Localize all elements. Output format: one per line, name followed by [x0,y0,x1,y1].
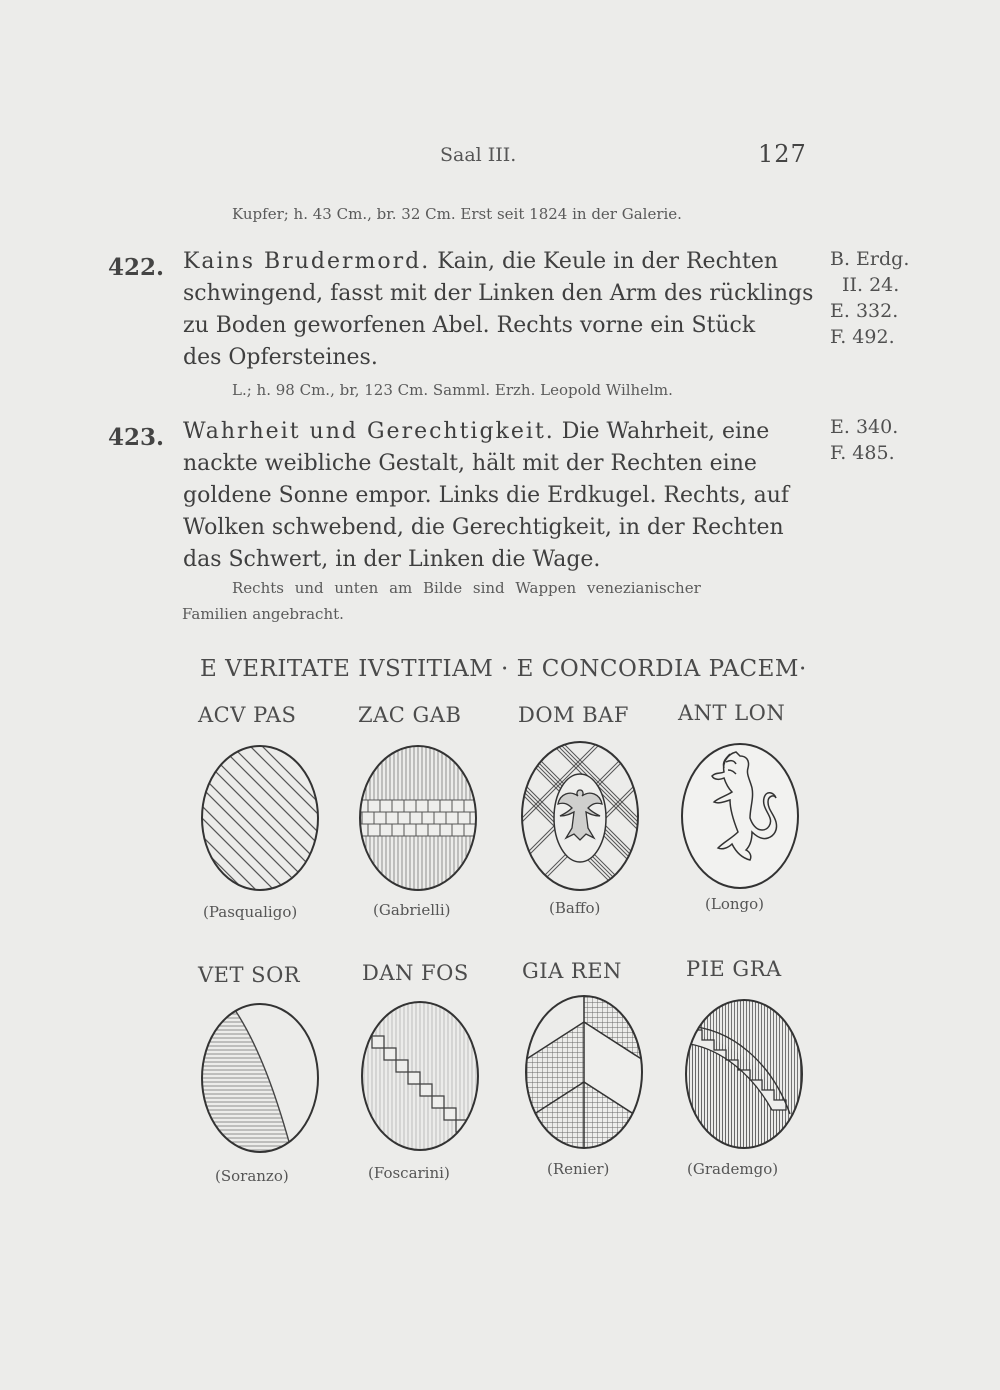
shield-caption-foscarini: (Foscarini) [368,1164,450,1182]
entry-422-line-3: zu Boden geworfenen Abel. Rechts vorne ein Stück [183,313,756,338]
page-number: 127 [758,140,807,168]
entry-422-refs [830,246,909,350]
entry-423-note-1: Rechts und unten am Bilde sind Wappen venezianischer [232,579,701,597]
gradenigo-coat-of-arms [682,994,806,1152]
shield-abbr-foscarini: DAN FOS [362,961,469,985]
shield-caption-gabrielli: (Gabrielli) [373,901,451,919]
shield-caption-longo: (Longo) [705,895,764,913]
entry-422-line-2: schwingend, fasst mit der Linken den Arm des rücklings [183,281,814,306]
entry-number-422: 422. [108,254,165,281]
shield-abbr-gabrielli: ZAC GAB [358,703,462,727]
foscarini-coat-of-arms [358,998,482,1154]
shield-abbr-pasqualigo: ACV PAS [198,703,297,727]
entry-423-ref-2: F. 485. [830,442,895,464]
shield-caption-gradenigo: (Grademgo) [687,1160,779,1178]
entry-423-text [183,416,823,576]
shield-abbr-gradenigo: PIE GRA [686,957,782,981]
entry-422-ref-4: F. 492. [830,326,895,348]
renier-coat-of-arms [522,992,646,1152]
entry-423-line-4: Wolken schwebend, die Gerechtigkeit, in der Rechten [183,515,784,540]
gabrielli-coat-of-arms [356,742,480,894]
shield-caption-pasqualigo: (Pasqualigo) [203,903,298,921]
pasqualigo-coat-of-arms [198,742,322,894]
entry-number-423: 423. [108,424,165,451]
entry-422-ref-3: E. 332. [830,300,899,322]
running-header: Saal III. [440,144,517,166]
entry-423-line-2: nackte weibliche Gestalt, hält mit der Rechten eine [183,451,757,476]
shield-caption-renier: (Renier) [547,1160,610,1178]
prev-entry-meta: Kupfer; h. 43 Cm., br. 32 Cm. Erst seit 1824 in der Galerie. [232,205,682,223]
motto: E VERITATE IVSTITIAM · E CONCORDIA PACEM· [200,656,807,682]
baffo-coat-of-arms [518,738,642,894]
shield-abbr-longo: ANT LON [678,701,786,725]
entry-423-line-3: goldene Sonne empor. Links die Erdkugel. Rechts, auf [183,483,790,508]
shield-caption-baffo: (Baffo) [549,899,601,917]
shield-abbr-renier: GIA REN [522,959,622,983]
shield-abbr-soranzo: VET SOR [198,963,301,987]
entry-422-line-1: Kain, die Keule in der Rechten [430,249,779,274]
entry-423-ref-1: E. 340. [830,416,899,438]
entry-423-refs [830,414,898,466]
entry-422-title: Kains Brudermord. [183,249,431,274]
soranzo-coat-of-arms [198,1000,322,1156]
entry-422-ref-2: II. 24. [842,274,900,296]
entry-423-line-5: das Schwert, in der Linken die Wage. [183,547,601,572]
longo-coat-of-arms [678,740,802,892]
entry-422-text [183,246,823,374]
entry-422-meta: L.; h. 98 Cm., br, 123 Cm. Samml. Erzh. Leopold Wilhelm. [232,381,673,399]
entry-423-line-1: Die Wahrheit, eine [554,419,770,444]
entry-423-note-2: Familien angebracht. [182,605,344,623]
entry-422-ref-1: B. Erdg. [830,248,910,270]
shield-abbr-baffo: DOM BAF [518,703,629,727]
shield-caption-soranzo: (Soranzo) [215,1167,289,1185]
entry-423-title: Wahrheit und Gerechtigkeit. [183,419,555,444]
entry-422-line-4: des Opfersteines. [183,345,378,370]
